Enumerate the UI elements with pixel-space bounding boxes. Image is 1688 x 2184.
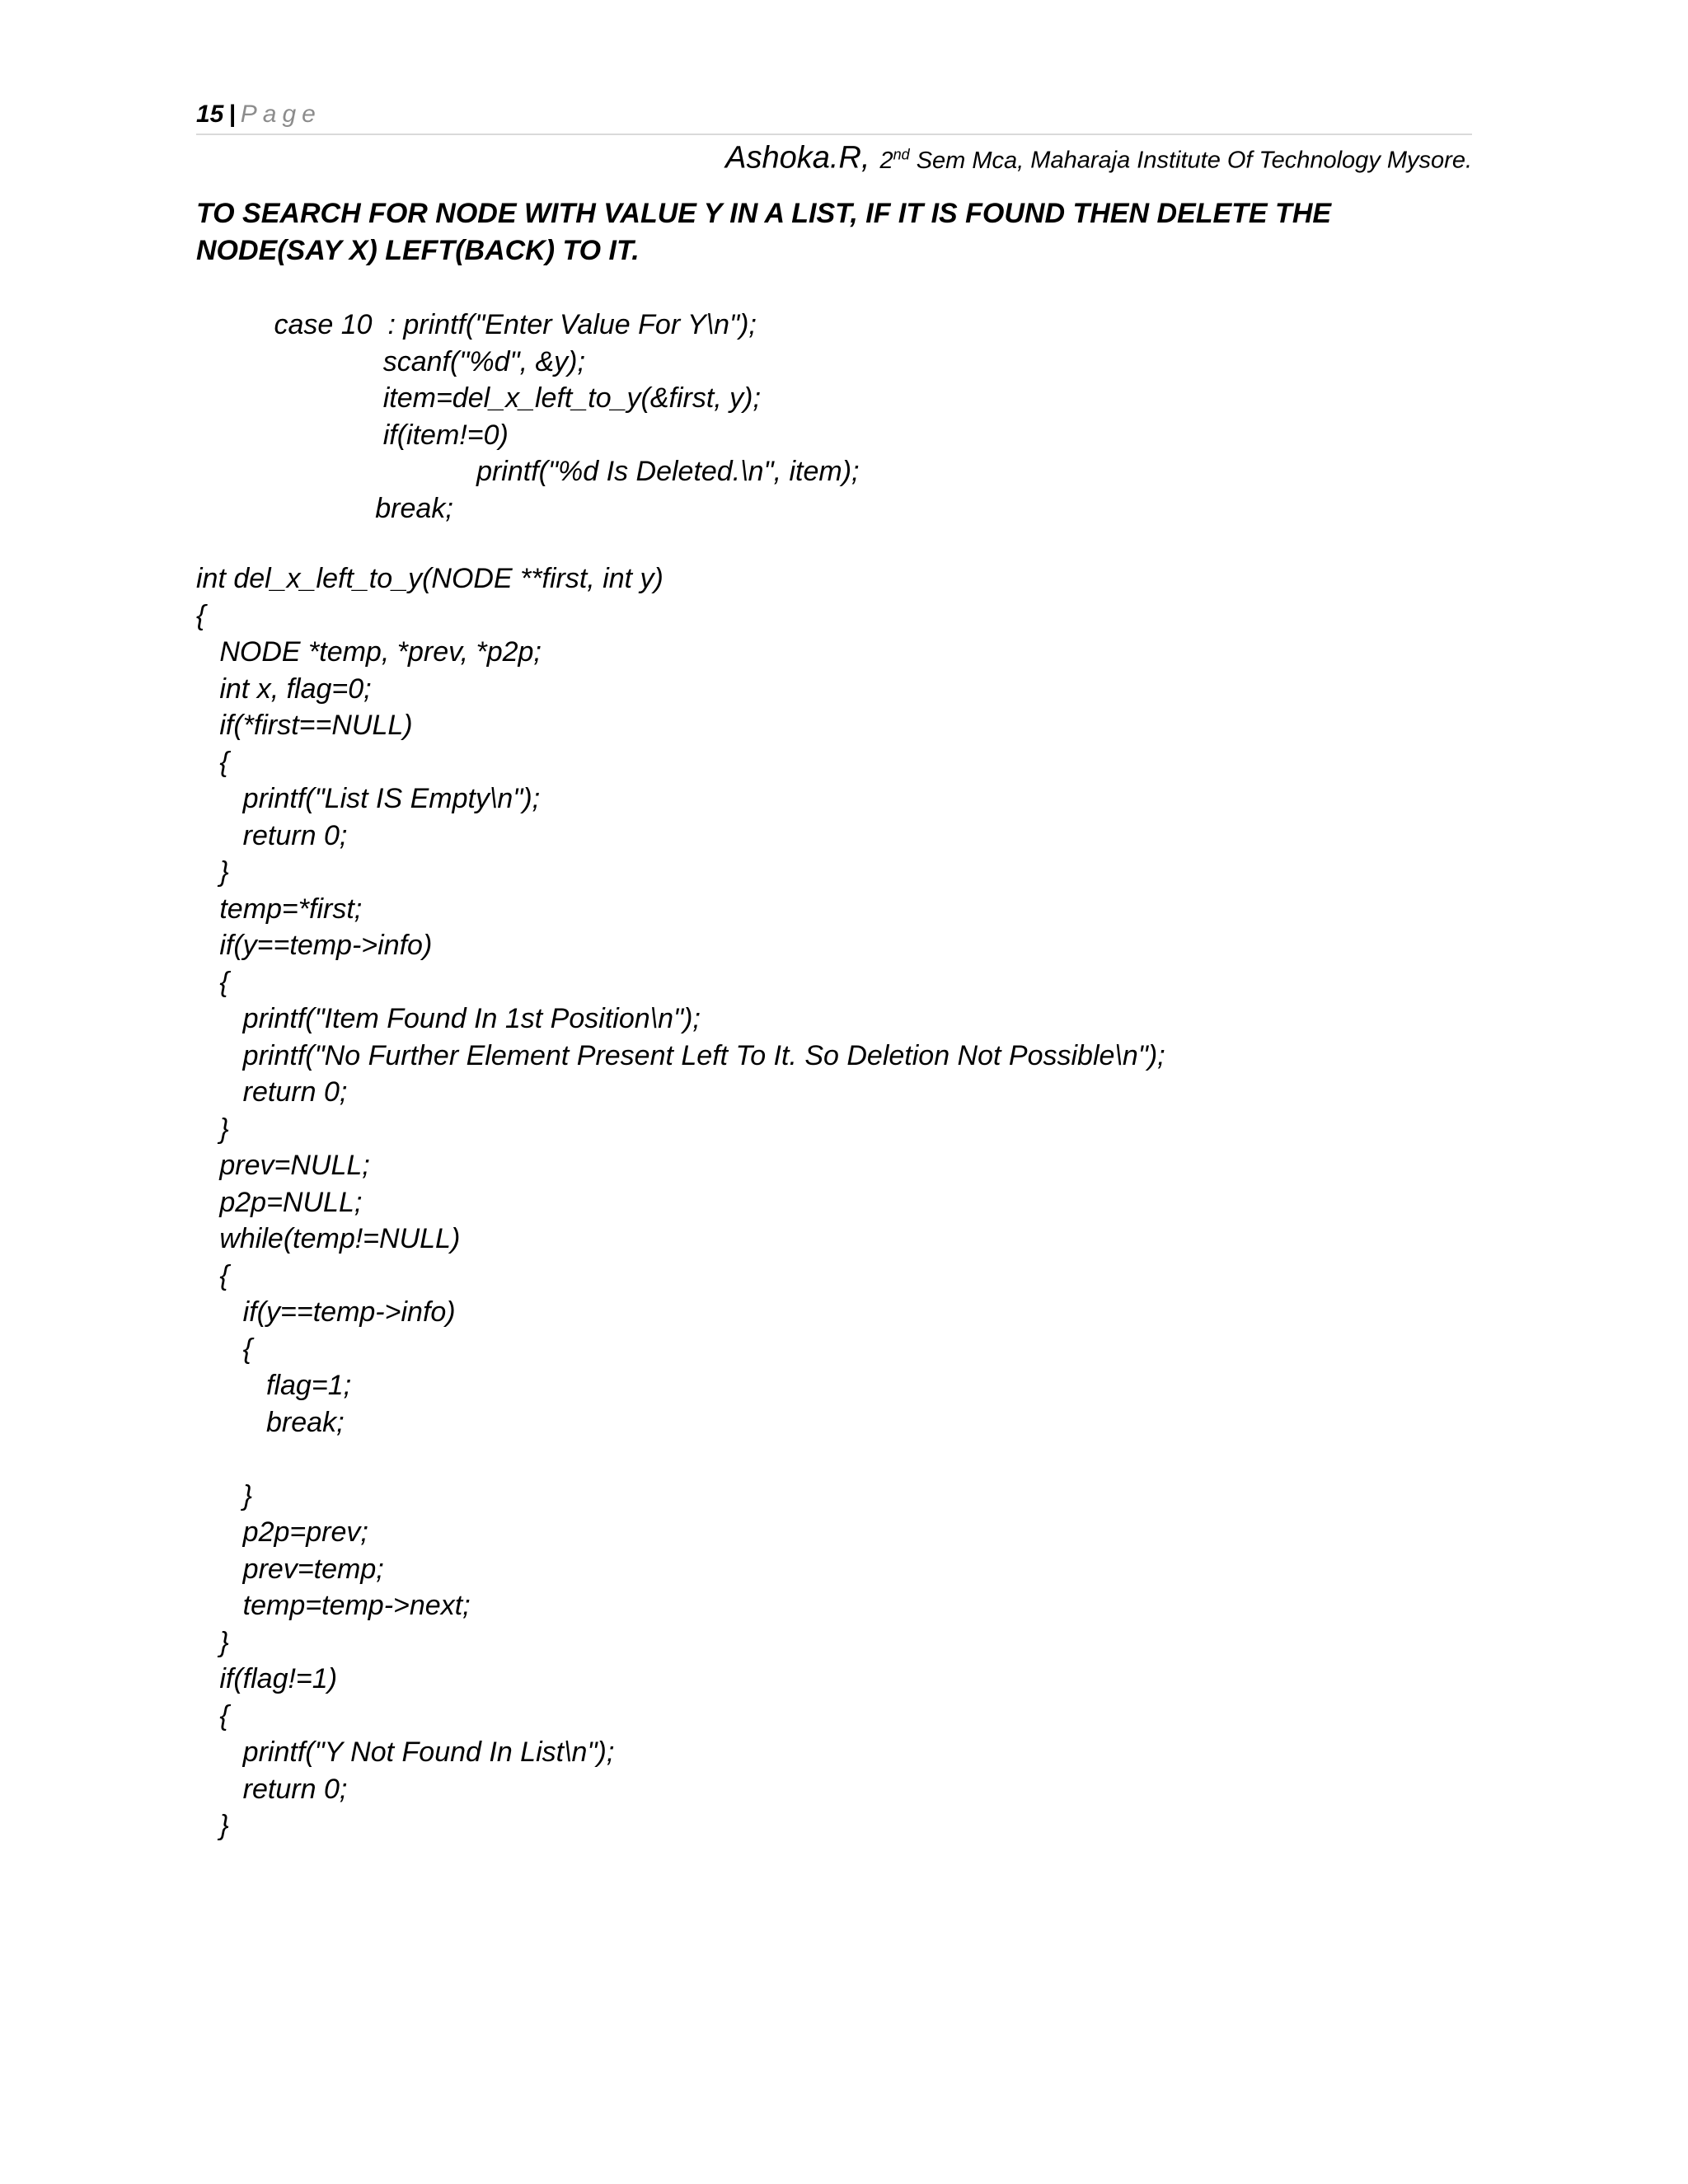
author-line	[725, 134, 1472, 185]
page-separator: |	[228, 101, 236, 128]
semester-text: Sem Mca,	[909, 147, 1025, 174]
page-number: 15	[196, 101, 224, 128]
author-semester	[879, 148, 1024, 174]
section-title: TO SEARCH FOR NODE WITH VALUE Y IN A LIST, IF IT IS FOUND THEN DELETE THE NODE(SAY X) LEFT(BACK) TO IT.	[196, 198, 1332, 266]
page-header	[196, 97, 1472, 135]
page-word: Page	[240, 101, 321, 128]
author-name: Ashoka.R,	[725, 140, 870, 176]
semester-suffix: nd	[893, 146, 910, 162]
code-block-function: int del_x_left_to_y(NODE **first, int y) { NODE *temp, *prev, *p2p; int x, flag=0; if(*first==NULL) { printf("List IS Empty\n"); return 0; } temp=*first; if(y==temp->info) { printf("Item Found In 1st Position\n"); printf("No Further Element Present Left To It. So Deletion Not Possible\n"); return 0; } prev=NULL; p2p=NULL; while(temp!=NULL) { if(y==temp->info) { flag=1; break; } p2p=prev; prev=temp; temp=temp->next; } if(flag!=1) { printf("Y Not Found In List\n"); return 0; }	[196, 563, 1165, 1841]
author-institute: Maharaja Institute Of Technology Mysore.	[1024, 147, 1472, 174]
page-number-label	[196, 101, 321, 129]
code-block-case: case 10 : printf("Enter Value For Y\n"); scanf("%d", &y); item=del_x_left_to_y(&first, y); if(item!=0) printf("%d Is Deleted.\n", item); break;	[274, 309, 860, 524]
semester-number: 2	[879, 147, 893, 174]
